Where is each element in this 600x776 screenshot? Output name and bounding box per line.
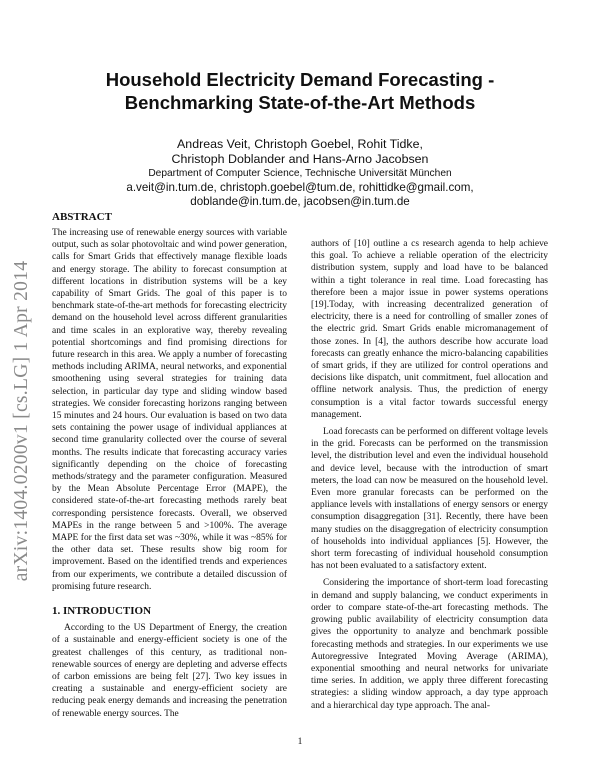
paper-title: Household Electricity Demand Forecasting - Benchmarking State-of-the-Art Methods [105, 69, 495, 113]
right-column [311, 238, 548, 712]
introduction-paragraph-2: authors of [10] outline a cs research agenda to help achieve this goal. To achieve a reliable operation of the electricity distribution system, supply and load have to be balanced within a tight tolerance in real time. Load forecasting has therefore been a major issue in power systems operations [19].Today, with increasing decentralized generation of electricity, there is a need for controlling of smaller zones of the electric grid. Smart Grids enable micromanagement of those zones. In [4], the authors describe how accurate load forecasts can greatly enhance the micro-balancing capabilities of smart grids, if they are utilized for control operations and decisions like dispatch, unit commitment, fuel allocation and offline network analysis. Thus, the prediction of energy consumption is a vital factor towards successful energy management. [311, 239, 548, 420]
author-names-line-2: Christoph Doblander and Hans-Arno Jacobsen [171, 152, 429, 166]
author-affiliation: Department of Computer Science, Technische Universität München [148, 168, 452, 179]
arxiv-identifier-text: arXiv:1404.0200v1 [cs.LG] 1 Apr 2014 [11, 260, 32, 582]
introduction-paragraph-4: Considering the importance of short-term load forecasting in demand and supply balancing, we conduct experiments in order to compare state-of-the-art forecasting methods. The growing public availability of electricity consumption data gives the opportunity to analyze and benchmark possible forecasting methods and strategies. In our experiments we use Autoregressive Integrated Moving Average (ARIMA), exponential smoothing and neural networks for univariate time series. In addition, we apply three different forecasting strategies: a sliding window approach, a day type approach and a hierarchical day type approach. The anal- [311, 578, 548, 711]
author-names-line-1: Andreas Veit, Christoph Goebel, Rohit Tidke, [177, 137, 423, 151]
introduction-heading: 1. INTRODUCTION [52, 605, 152, 618]
author-block [100, 137, 500, 209]
author-emails-line-2: doblande@in.tum.de, jacobsen@in.tum.de [190, 195, 410, 208]
author-emails-line-1: a.veit@in.tum.de, christoph.goebel@tum.de, rohittidke@gmail.com, [126, 181, 474, 194]
left-column [52, 210, 287, 720]
arxiv-identifier-stamp [12, 215, 32, 625]
abstract-heading: ABSTRACT [52, 211, 112, 223]
page-number: 1 [297, 737, 303, 747]
introduction-paragraph-1: According to the US Department of Energy, the creation of a sustainable and energy-efficient society is one of the greatest challenges of this century, as traditional non-renewable sources of energy are depleting and adverse effects of carbon emissions are being felt [27]. Two key issues in creating a sustainable and energy-efficient society are reducing peak energy demands and increasing the penetration of renewable energy sources. The [52, 623, 287, 719]
introduction-paragraph-3: Load forecasts can be performed on different voltage levels in the grid. Forecasts can be performed on the transmission level, the distribution level and even the individual household and device level, because with the introduction of smart meters, the load can now be measured on the household level. Even more granular forecasts can be performed on the appliance levels with installations of energy sensors or energy consumption disaggregation [31]. Recently, there have been many studies on the disaggregation of electricity consumption of households into individual appliances [5]. However, the short term forecasting of individual household consumption has not been evaluated to a satisfactory extent. [311, 427, 548, 572]
abstract-text: The increasing use of renewable energy sources with variable output, such as solar photovoltaic and wind power generation, calls for Smart Grids that effectively manage flexible loads and energy storage. The ability to forecast consumption at different locations in distribution systems will be a key capability of Smart Grids. The goal of this paper is to benchmark state-of-the-art methods for forecasting electricity demand on the household level across different granularities and time scales in an explorative way, thereby revealing potential shortcomings and find promising directions for future research in this area. We apply a number of forecasting methods including ARIMA, neural networks, and exponential smoothening using several strategies for training data selection, in particular day type and sliding window based strategies. We consider forecasting horizons ranging between 15 minutes and 24 hours. Our evaluation is based on two data sets containing the power usage of individual appliances at second time granularity collected over the course of several months. The results indicate that forecasting accuracy varies significantly depending on the choice of forecasting methods/strategy and the parameter configuration. Measured by the Mean Absolute Percentage Error (MAPE), the considered state-of-the-art forecasting methods rarely beat corresponding persistence forecasts. Overall, we observed MAPEs in the range between 5 and >100%. The average MAPE for the first data set was ~30%, while it was ~85% for the other data set. These results show big room for improvement. Based on the identified trends and experiences from our experiments, we contribute a detailed discussion of promising future research. [52, 228, 287, 592]
